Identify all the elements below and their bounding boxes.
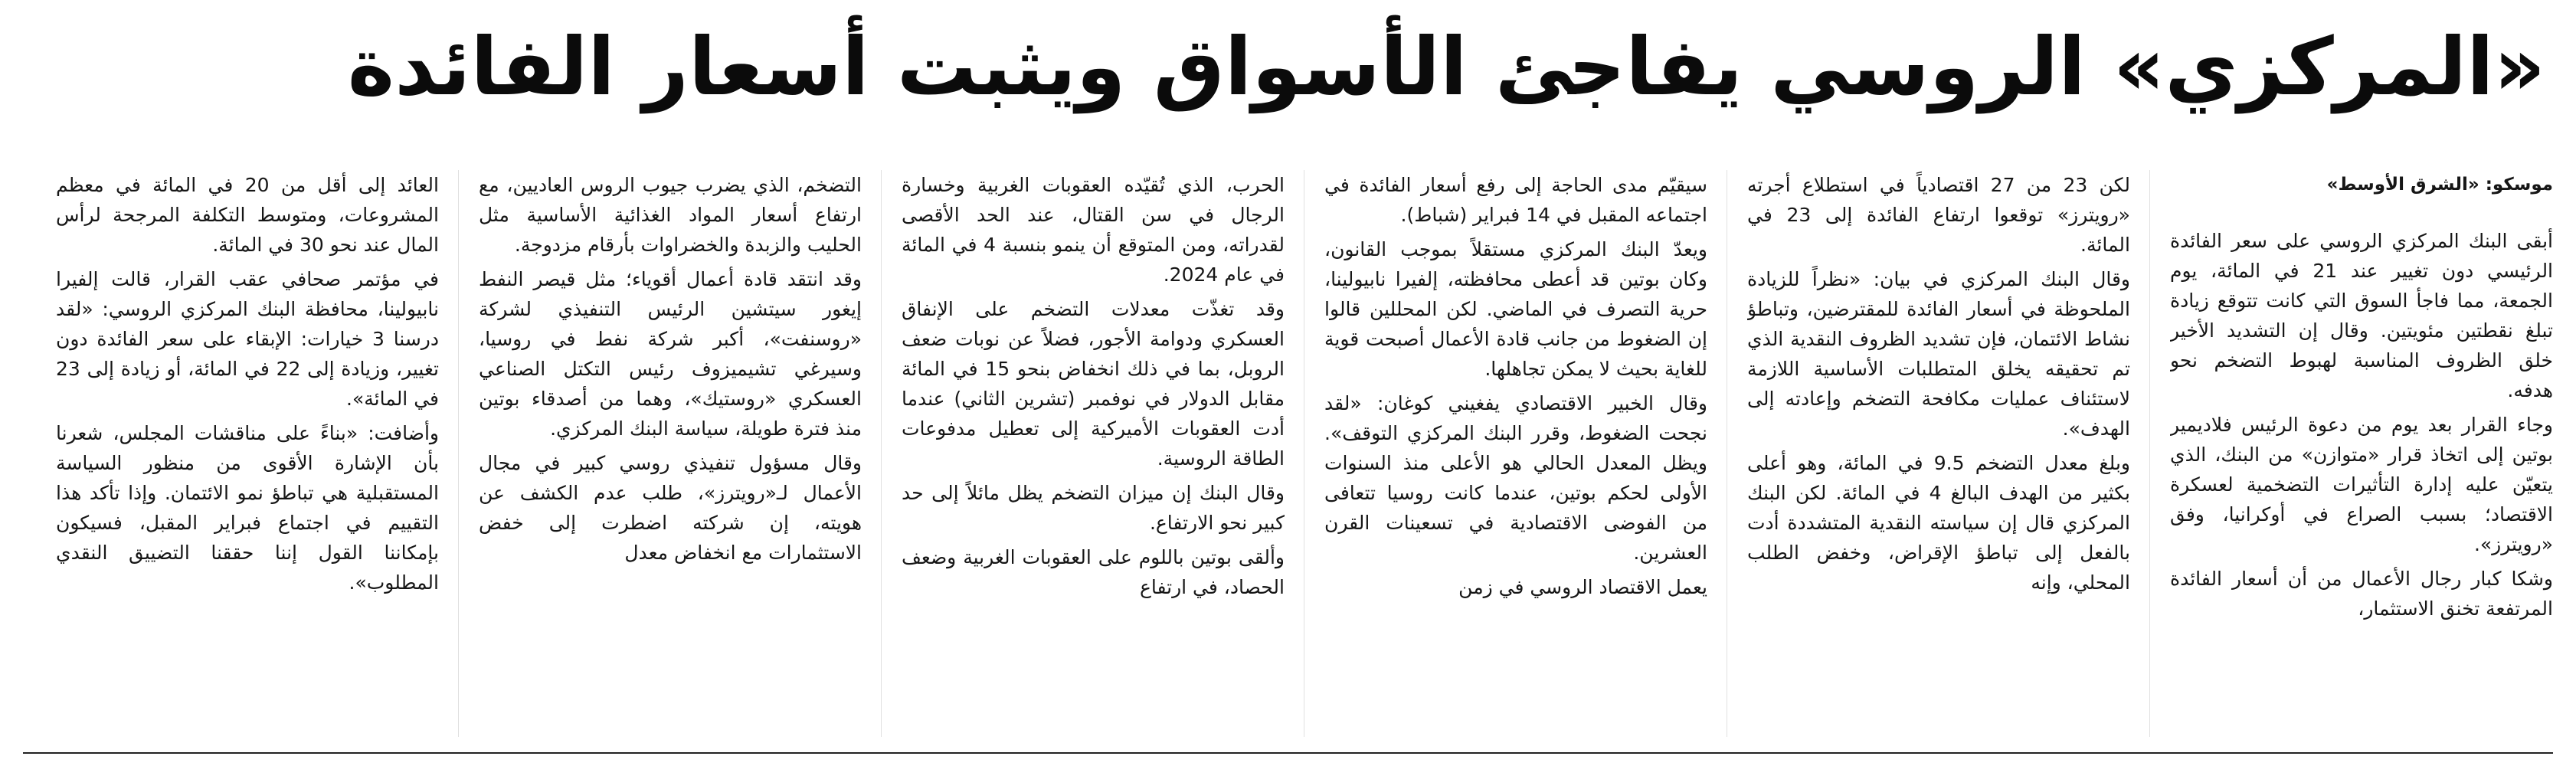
paragraph: لكن 23 من 27 اقتصادياً في استطلاع أجرته «رويترز» توقعوا ارتفاع الفائدة إلى 23 في المائة. — [1747, 174, 2130, 256]
text-column-1 — [2170, 170, 2553, 737]
text-column-6 — [56, 170, 439, 737]
paragraph: وقال الخبير الاقتصادي يفغيني كوغان: «لقد نجحت الضغوط، وقرر البنك المركزي التوقف». ويظل المعدل الحالي هو الأعلى منذ السنوات الأولى لحكم بوتين، عندما كانت روسيا تتعافى من الفوضى الاقتصادية في تسعينات القرن العشرين. — [1324, 392, 1707, 564]
paragraph: العائد إلى أقل من 20 في المائة في معظم المشروعات، ومتوسط التكلفة المرجحة لرأس المال عند نحو 30 في المائة. — [56, 174, 439, 256]
paragraph: سيقيّم مدى الحاجة إلى رفع أسعار الفائدة في اجتماعه المقبل في 14 فبراير (شباط). — [1324, 174, 1707, 226]
paragraph: وقد تغذّت معدلات التضخم على الإنفاق العسكري ودوامة الأجور، فضلاً عن نوبات ضعف الروبل، بما في ذلك انخفاض بنحو 15 في المائة مقابل الدولار في نوفمبر (تشرين الثاني) عندما أدت العقوبات الأميركية إلى تعطيل مدفوعات الطاقة الروسية. — [902, 298, 1285, 470]
paragraph: وقد انتقد قادة أعمال أقوياء؛ مثل قيصر النفط إيغور سيتشين الرئيس التنفيذي لشركة «روسنفت»، أكبر شركة نفط في روسيا، وسيرغي تشيميزوف رئيس التكتل الصناعي العسكري «روستيك»، وهما من أصدقاء بوتين منذ فترة طويلة، سياسة البنك المركزي. — [479, 268, 862, 440]
text-column-3 — [1324, 170, 1707, 737]
paragraph: في مؤتمر صحافي عقب القرار، قالت إلفيرا نابيولينا، محافظة البنك المركزي الروسي: «لقد درسنا 3 خيارات: الإبقاء على سعر الفائدة دون تغيير، وزيادة إلى 22 في المائة، أو زيادة إلى 23 في المائة». — [56, 268, 439, 410]
paragraph: وجاء القرار بعد يوم من دعوة الرئيس فلاديمير بوتين إلى اتخاذ قرار «متوازن» من البنك، الذي يتعيّن عليه إدارة التأثيرات التضخمية لعسكرة الاقتصاد؛ بسبب الصراع في أوكرانيا، وفق «رويترز». — [2170, 414, 2553, 555]
paragraph: وألقى بوتين باللوم على العقوبات الغربية وضعف الحصاد، في ارتفاع — [902, 546, 1285, 598]
text-column-4 — [902, 170, 1285, 737]
paragraph: أبقى البنك المركزي الروسي على سعر الفائدة الرئيسي دون تغيير عند 21 في المائة، يوم الجمعة، مما فاجأ السوق التي كانت تتوقع زيادة تبلغ نقطتين مئويتين. وقال إن التشديد الأخير خلق الظروف المناسبة لهبوط التضخم نحو هدفه. — [2170, 230, 2553, 401]
paragraph: ويعدّ البنك المركزي مستقلاً بموجب القانون، وكان بوتين قد أعطى محافظته، إلفيرا نابيولينا، حرية التصرف في الماضي. لكن المحللين قالوا إن الضغوط من جانب قادة الأعمال أصبحت قوية للغاية بحيث لا يمكن تجاهلها. — [1324, 238, 1707, 380]
paragraph: وقال البنك إن ميزان التضخم يظل مائلاً إلى حد كبير نحو الارتفاع. — [902, 482, 1285, 534]
text-column-2 — [1747, 170, 2130, 737]
article-body — [23, 170, 2553, 737]
paragraph: يعمل الاقتصاد الروسي في زمن — [1458, 576, 1707, 598]
paragraph: التضخم، الذي يضرب جيوب الروس العاديين، مع ارتفاع أسعار المواد الغذائية الأساسية مثل الحليب والزبدة والخضراوات بأرقام مزدوجة. — [479, 174, 862, 256]
article-headline: «المركزي» الروسي يفاجئ الأسواق ويثبت أسعار الفائدة — [347, 20, 2545, 113]
paragraph: وبلغ معدل التضخم 9.5 في المائة، وهو أعلى بكثير من الهدف البالغ 4 في المائة. لكن البنك المركزي قال إن سياسته النقدية المتشددة أدت بالفعل إلى تباطؤ الإقراض، وخفض الطلب المحلي، وإنه — [1747, 452, 2130, 594]
paragraph: وقال مسؤول تنفيذي روسي كبير في مجال الأعمال لـ«رويترز»، طلب عدم الكشف عن هويته، إن شركته اضطرت إلى خفض الاستثمارات مع انخفاض معدل — [479, 452, 862, 564]
paragraph: وأضافت: «بناءً على مناقشات المجلس، شعرنا بأن الإشارة الأقوى من منظور السياسة المستقبلية هي تباطؤ نمو الائتمان. وإذا تأكد هذا التقييم في اجتماع فبراير المقبل، فسيكون بإمكاننا القول إننا حققنا التضييق النقدي المطلوب». — [56, 422, 439, 594]
bottom-divider — [23, 752, 2553, 754]
paragraph: الحرب، الذي تُقيّده العقوبات الغربية وخسارة الرجال في سن القتال، عند الحد الأقصى لقدراته، ومن المتوقع أن ينمو بنسبة 4 في المائة في عام 2024. — [902, 174, 1285, 286]
paragraph: وقال البنك المركزي في بيان: «نظراً للزيادة الملحوظة في أسعار الفائدة للمقترضين، وتباطؤ نشاط الائتمان، فإن تشديد الظروف النقدية الذي تم تحقيقه يخلق المتطلبات الأساسية اللازمة لاستئناف عمليات مكافحة التضخم وإعادته إلى الهدف». — [1747, 268, 2130, 440]
text-column-5 — [479, 170, 862, 737]
paragraph: وشكا كبار رجال الأعمال من أن أسعار الفائدة المرتفعة تخنق الاستثمار، — [2170, 568, 2553, 620]
dateline: موسكو: «الشرق الأوسط» — [2326, 175, 2553, 195]
